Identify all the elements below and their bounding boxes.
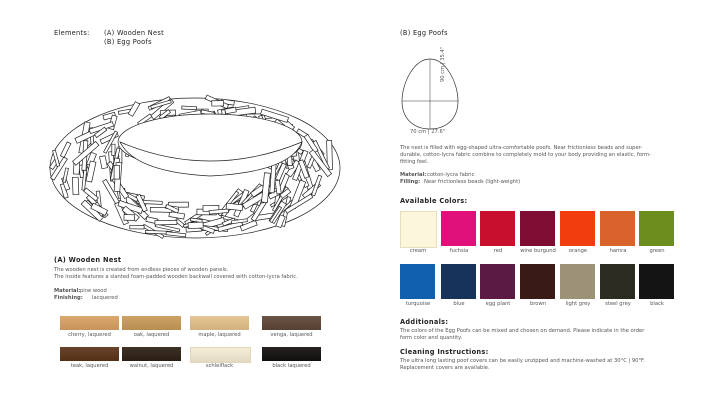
- finish-label: black laquered: [272, 363, 311, 369]
- section-b-material-label: Material:: [400, 172, 427, 178]
- section-b-desc-1: The nest is filled with egg-shaped ultra-comfortable poofs. Near frictionless beads and super-: [400, 145, 643, 151]
- color-swatch[interactable]: [480, 211, 515, 246]
- egg-height-dimension: 90 cm | 35.4": [440, 46, 446, 82]
- nest-stick: [112, 144, 115, 155]
- color-label: blue: [453, 301, 465, 307]
- color-swatch[interactable]: [520, 211, 555, 246]
- finish-swatch[interactable]: [190, 347, 251, 363]
- color-swatch[interactable]: [400, 211, 437, 248]
- wooden-nest-illustration: [40, 80, 345, 255]
- additionals-text-1: The colors of the Egg Poofs can be mixed and chosen on demand. Please indicate in the order: [400, 328, 645, 334]
- color-swatch[interactable]: [441, 211, 476, 246]
- color-label: wine burgund: [520, 248, 556, 254]
- section-a-desc-2: The inside features a slanted foam-padded wooden backwall covered with cotton-lycra fabric.: [54, 274, 298, 280]
- finish-label: cherry, laquered: [68, 332, 111, 338]
- color-label: cream: [409, 248, 427, 254]
- nest-stick: [114, 165, 119, 179]
- color-label: light grey: [565, 301, 591, 307]
- color-label: red: [493, 248, 503, 254]
- finish-swatch[interactable]: [262, 316, 321, 330]
- section-a-finishing-label: Finishing:: [54, 295, 83, 301]
- color-swatch[interactable]: [639, 264, 674, 299]
- color-swatch[interactable]: [400, 264, 435, 299]
- color-label: hamra: [609, 248, 627, 254]
- section-b-filling-label: Filling:: [400, 179, 421, 185]
- color-label: turquoise: [405, 301, 431, 307]
- color-label: steel grey: [605, 301, 631, 307]
- finish-swatch[interactable]: [262, 347, 321, 361]
- section-a-material-label: Material:: [54, 288, 81, 294]
- finish-swatch[interactable]: [190, 316, 249, 330]
- color-swatch[interactable]: [639, 211, 674, 246]
- section-a-finishing-value: lacquered: [92, 295, 118, 301]
- elements-label: Elements:: [54, 29, 90, 37]
- color-swatch[interactable]: [600, 211, 635, 246]
- color-label: fuchsia: [449, 248, 469, 254]
- nest-stick: [72, 177, 78, 195]
- section-b-material-value: cotton-lycra fabric: [427, 172, 475, 178]
- finish-swatch[interactable]: [60, 347, 119, 361]
- section-a-title: (A) Wooden Nest: [54, 256, 122, 264]
- nest-stick: [130, 225, 144, 229]
- nest-stick: [155, 220, 177, 225]
- nest-stick: [188, 222, 203, 229]
- finish-label: teak, laquered: [70, 363, 109, 369]
- color-swatch[interactable]: [480, 264, 515, 299]
- finish-label: oak, laquered: [133, 332, 170, 338]
- additionals-title: Additionals:: [400, 318, 449, 326]
- elements-item-b: (B) Egg Poofs: [104, 38, 152, 46]
- section-b-desc-2: durable, cotton-lycra fabric combine to completely mold to your body providing an elastic, form-: [400, 152, 651, 158]
- color-label: egg plant: [485, 301, 511, 307]
- cleaning-text-1: The ultra long lasting poof covers can be easily unzipped and machine-washed at 30°C | 90°F.: [400, 358, 645, 364]
- color-swatch[interactable]: [560, 264, 595, 299]
- section-b-desc-3: fitting feel.: [400, 159, 429, 165]
- nest-stick: [124, 215, 135, 221]
- color-swatch[interactable]: [600, 264, 635, 299]
- elements-item-a: (A) Wooden Nest: [104, 29, 164, 37]
- color-label: green: [649, 248, 665, 254]
- finish-label: maple, laquered: [198, 332, 241, 338]
- finish-label: venga, laquered: [270, 332, 313, 338]
- color-label: brown: [529, 301, 546, 307]
- color-swatch[interactable]: [560, 211, 595, 246]
- color-swatch[interactable]: [520, 264, 555, 299]
- available-colors-title: Available Colors:: [400, 197, 468, 205]
- section-b-title: (B) Egg Poofs: [400, 29, 448, 37]
- egg-dimension-drawing: [390, 55, 470, 135]
- finish-label: schleiflack: [205, 363, 234, 369]
- finish-swatch[interactable]: [122, 316, 181, 330]
- nest-stick: [212, 101, 224, 106]
- nest-stick: [226, 203, 243, 210]
- finish-label: walnut, laquered: [129, 363, 174, 369]
- finish-swatch[interactable]: [122, 347, 181, 361]
- color-label: orange: [568, 248, 588, 254]
- section-b-filling-value: Near frictionless beads (light-weight): [424, 179, 521, 185]
- nest-stick: [182, 106, 197, 110]
- cleaning-text-2: Replacement covers are available.: [400, 365, 490, 371]
- color-swatch[interactable]: [441, 264, 476, 299]
- finish-swatch[interactable]: [60, 316, 119, 330]
- egg-width-dimension: 70 cm | 27.6": [410, 129, 446, 135]
- section-a-material-value: pine wood: [80, 288, 107, 294]
- additionals-text-2: form color and quantity.: [400, 335, 463, 341]
- color-label: black: [650, 301, 664, 307]
- cleaning-title: Cleaning Instructions:: [400, 348, 489, 356]
- section-a-desc-1: The wooden nest is created from endless pieces of wooden panels.: [54, 267, 229, 273]
